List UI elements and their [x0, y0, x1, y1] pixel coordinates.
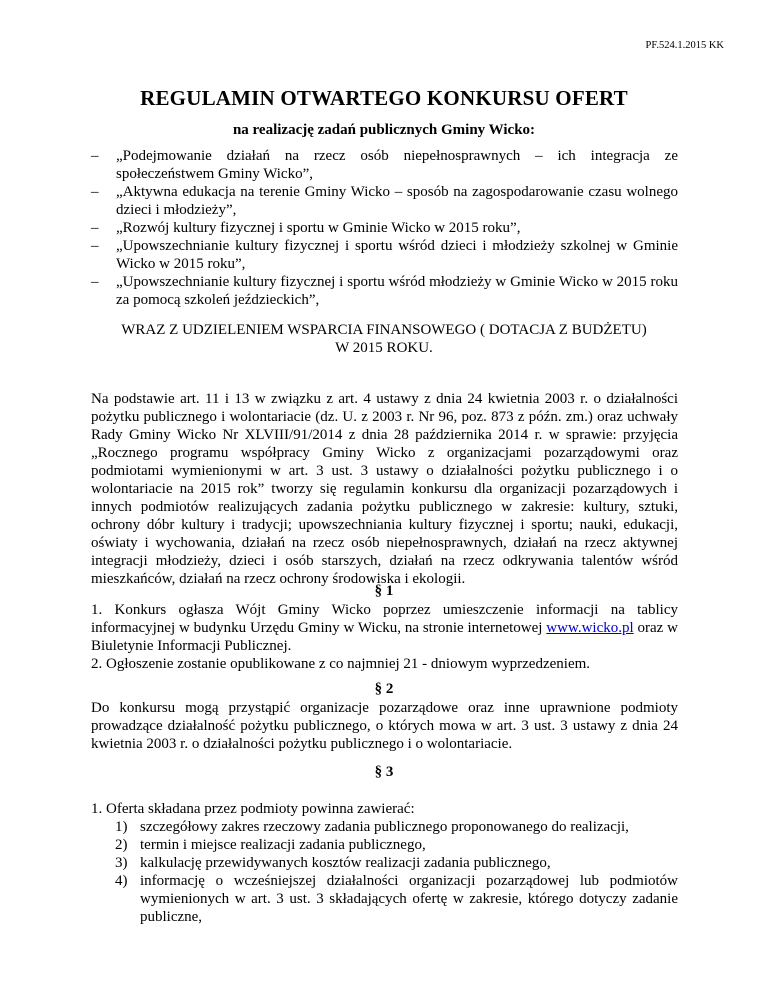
list-item: [91, 872, 678, 926]
task-item: [91, 147, 678, 183]
dash-bullet-icon: –: [91, 274, 99, 290]
task-item: [91, 183, 678, 219]
dash-bullet-icon: –: [91, 184, 99, 200]
task-text: „Upowszechnianie kultury fizycznej i sportu wśród dzieci i młodzieży szkolnej w Gminie Wicko w 2015 roku”,: [116, 238, 678, 272]
financial-support-line: WRAZ Z UDZIELENIEM WSPARCIA FINANSOWEGO ( DOTACJA Z BUDŻETU): [121, 322, 647, 338]
task-text: „Rozwój kultury fizycznej i sportu w Gminie Wicko w 2015 roku”,: [116, 220, 521, 236]
item-number: 1): [115, 819, 128, 835]
section-3-body: [91, 800, 678, 926]
task-item: [91, 237, 678, 273]
website-link[interactable]: www.wicko.pl: [546, 620, 634, 636]
section-2-heading: § 2: [374, 681, 394, 697]
section-3-heading: § 3: [374, 764, 394, 780]
offer-requirements-list: [91, 818, 678, 926]
document-subtitle: na realizację zadań publicznych Gminy Wicko:: [232, 122, 536, 138]
legal-basis-paragraph: Na podstawie art. 11 i 13 w związku z art. 4 ustawy z dnia 24 kwietnia 2003 r. o działalności pożytku publicznego i wolontariacie (dz. U. z 2003 r. Nr 96, poz. 873 z późn. zm.) oraz uchwały Rady Gminy Wicko Nr XLVIII/91/2014 z dnia 28 października 2014 r. w sprawie: przyjęcia „Rocznego programu współpracy Gminy Wicko z organizacjami pozarządowymi oraz podmiotami wymienionymi w art. 3 ust. 3 ustawy o działalności pożytku publicznego i o wolontariacie na 2015 rok” tworzy się regulamin konkursu dla organizacji pozarządowych i innych podmiotów realizujących zadania pożytku publicznego w zakresie: kultury, sztuki, ochrony dóbr kultury i tradycji; upowszechniania kultury fizycznej i sportu; nauki, edukacji, oświaty i wychowania, działań na rzecz osób niepełnosprawnych, działań na rzecz aktywnej integracji młodzieży, dzieci i osób starszych, działań na rzecz odkrywania talentów wśród mieszkańców, działań na rzecz ochrony środowiska i ekologii.: [91, 391, 678, 587]
task-item: [91, 273, 678, 309]
item-number: 2): [115, 837, 128, 853]
task-list: [91, 147, 678, 309]
list-item: [91, 818, 678, 836]
section-3-lead: 1. Oferta składana przez podmioty powinna zawierać:: [91, 801, 415, 817]
task-item: [91, 219, 678, 237]
financial-support-year: W 2015 ROKU.: [335, 340, 433, 356]
section-1-body: [91, 601, 678, 673]
list-item: [91, 854, 678, 872]
document-reference-number: PF.524.1.2015 KK: [645, 40, 724, 51]
dash-bullet-icon: –: [91, 238, 99, 254]
item-text: informację o wcześniejszej działalności organizacji pozarządowej lub podmiotów wymienionych w art. 3 ust. 3 składających ofertę w zakresie, którego dotyczy zadanie publiczne,: [140, 873, 678, 925]
task-text: „Upowszechnianie kultury fizycznej i sportu wśród młodzieży w Gminie Wicko w 2015 roku za pomocą szkoleń jeździeckich”,: [116, 274, 678, 308]
dash-bullet-icon: –: [91, 220, 99, 236]
section-1-point-1-text: 1. Konkurs ogłasza Wójt Gminy Wicko poprzez umieszczenie informacji na tablicy informacyjnej w budynku Urzędu Gminy w Wicku, na stronie internetowej: [91, 602, 678, 636]
task-text: „Podejmowanie działań na rzecz osób niepełnosprawnych – ich integracja ze społeczeństwem Gminy Wicko”,: [116, 148, 678, 182]
item-text: kalkulację przewidywanych kosztów realizacji zadania publicznego,: [140, 855, 551, 871]
item-text: szczegółowy zakres rzeczowy zadania publicznego proponowanego do realizacji,: [140, 819, 629, 835]
item-number: 4): [115, 873, 128, 889]
dash-bullet-icon: –: [91, 148, 99, 164]
item-number: 3): [115, 855, 128, 871]
item-text: termin i miejsce realizacji zadania publicznego,: [140, 837, 426, 853]
task-text: „Aktywna edukacja na terenie Gminy Wicko – sposób na zagospodarowanie czasu wolnego dzieci i młodzieży”,: [116, 184, 678, 218]
financial-support-heading: [0, 321, 768, 357]
section-1-point-1: [91, 601, 678, 655]
list-item: [91, 836, 678, 854]
section-1-point-2: 2. Ogłoszenie zostanie opublikowane z co najmniej 21 - dniowym wyprzedzeniem.: [91, 656, 591, 672]
document-title: REGULAMIN OTWARTEGO KONKURSU OFERT: [140, 86, 628, 110]
section-1-heading: § 1: [374, 583, 394, 599]
section-2-body: Do konkursu mogą przystąpić organizacje pozarządowe oraz inne uprawnione podmioty prowadzące działalność pożytku publicznego, o których mowa w art. 3 ust. 3 ustawy z dnia 24 kwietnia 2003 r. o działalności pożytku publicznego i o wolontariacie.: [91, 700, 678, 752]
section-1-point-1-tail: oraz w Biuletynie Informacji Publicznej.: [91, 620, 678, 654]
